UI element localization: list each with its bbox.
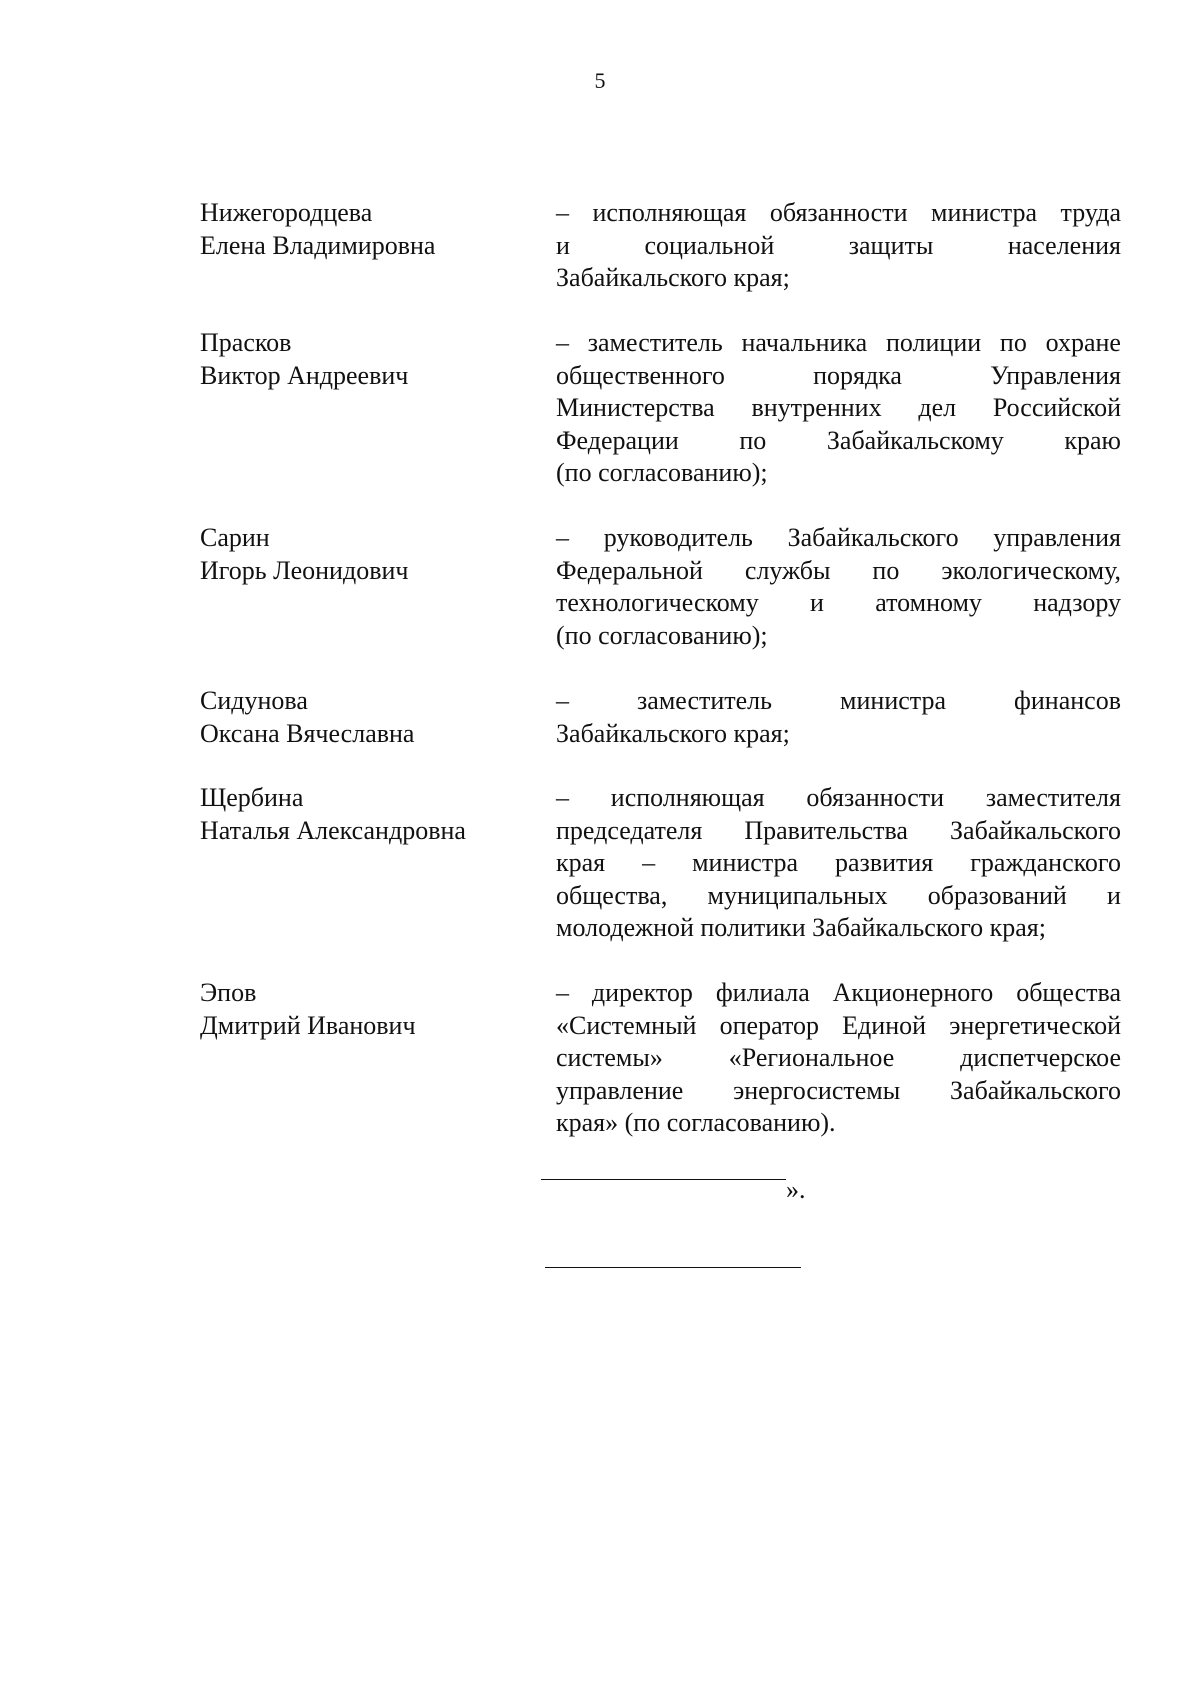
position-line: (по согласованию); — [556, 620, 768, 650]
member-position — [556, 685, 1121, 750]
position-line: и социальной защиты населения — [556, 230, 1121, 260]
position-line: председателя Правительства Забайкальского — [556, 815, 1121, 845]
member-surname: Эпов — [200, 978, 257, 1007]
position-line: (по согласованию); — [556, 458, 768, 487]
position-line: системы» «Региональное диспетчерское — [556, 1043, 1121, 1072]
position-line: Забайкальского края; — [556, 263, 790, 292]
member-position — [556, 977, 1121, 1140]
member-position — [556, 197, 1121, 295]
position-line: «Системный оператор Единой энергетической — [556, 1010, 1121, 1040]
position-line: технологическому и атомному надзору — [556, 588, 1121, 617]
member-surname: Сарин — [200, 523, 270, 552]
document-end-line — [545, 1267, 801, 1268]
page-number: 5 — [594, 68, 606, 93]
position-line: – исполняющая обязанности министра труда — [556, 198, 1121, 227]
position-line: молодежной политики Забайкальского края; — [556, 913, 1046, 942]
position-line: – заместитель министра финансов — [556, 686, 1121, 715]
position-line: Министерства внутренних дел Российской — [556, 393, 1121, 422]
member-given-names: Оксана Вячеславна — [200, 718, 415, 748]
closing-underline — [541, 1179, 786, 1180]
position-line: края – министра развития гражданского — [556, 848, 1121, 877]
position-line: общества, муниципальных образований и — [556, 880, 1121, 910]
member-name — [200, 197, 530, 262]
member-position — [556, 327, 1121, 490]
closing-quote-mark: ». — [786, 1175, 806, 1204]
position-line: – заместитель начальника полиции по охране — [556, 328, 1121, 357]
member-name — [200, 685, 530, 750]
position-line: – исполняющая обязанности заместителя — [556, 783, 1121, 812]
member-given-names: Наталья Александровна — [200, 815, 466, 845]
member-surname: Прасков — [200, 328, 292, 357]
member-surname: Нижегородцева — [200, 198, 373, 227]
position-line: общественного порядка Управления — [556, 360, 1121, 390]
position-line: – директор филиала Акционерного общества — [556, 978, 1121, 1007]
position-line: – руководитель Забайкальского управления — [556, 523, 1121, 552]
member-name — [200, 522, 530, 587]
position-line: Федерации по Забайкальскому краю — [556, 425, 1121, 455]
member-given-names: Дмитрий Иванович — [200, 1010, 416, 1040]
member-given-names: Игорь Леонидович — [200, 555, 409, 585]
member-surname: Щербина — [200, 783, 304, 812]
member-position — [556, 782, 1121, 945]
position-line: управление энергосистемы Забайкальского — [556, 1075, 1121, 1105]
member-surname: Сидунова — [200, 686, 308, 715]
member-name — [200, 327, 530, 392]
member-name — [200, 782, 530, 847]
position-line: Федеральной службы по экологическому, — [556, 555, 1121, 585]
member-given-names: Елена Владимировна — [200, 230, 436, 260]
member-position — [556, 522, 1121, 652]
member-name — [200, 977, 530, 1042]
position-line: края» (по согласованию). — [556, 1108, 836, 1137]
member-given-names: Виктор Андреевич — [200, 360, 409, 390]
position-line: Забайкальского края; — [556, 718, 790, 748]
